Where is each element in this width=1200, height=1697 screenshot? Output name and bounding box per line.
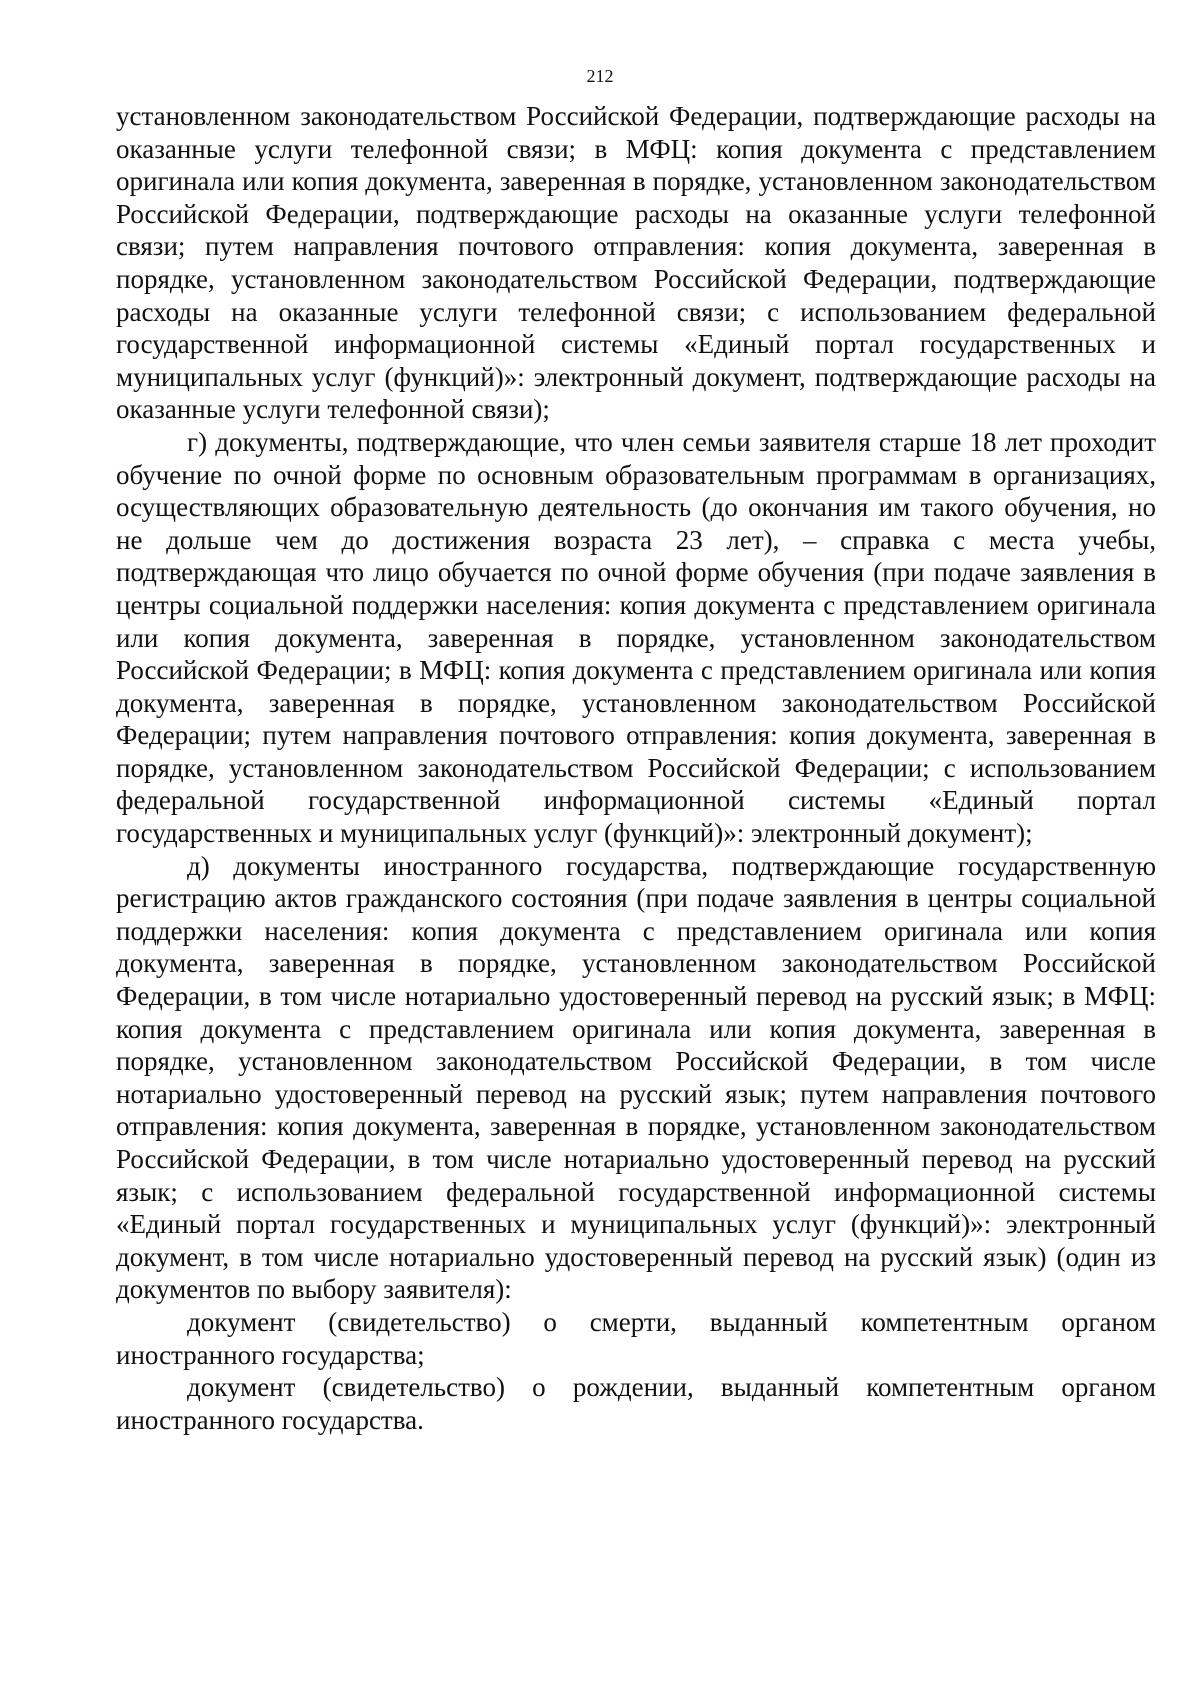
paragraph-item-g: г) документы, подтверждающие, что член семьи заявителя старше 18 лет проходит обучение по очной форме по основным образовательным программам в организациях, осуществляющих образовательную деятельность (до окончания им такого обучения, но не дольше чем до достижения возраста 23 лет), – справка с места учебы, подтверждающая что лицо обучается по очной форме обучения (при подаче заявления в центры социальной поддержки населения: копия документа с представлением оригинала или копия документа, заверенная в порядке, установленном законодательством Российской Федерации; в МФЦ: копия документа с представлением оригинала или копия документа, заверенная в порядке, установленном законодательством Российской Федерации; путем направления почтового отправления: копия документа, заверенная в порядке, установленном законодательством Российской Федерации; с использованием федеральной государственной информационной системы «Единый портал государственных и муниципальных услуг (функций)»: электронный документ);: [116, 426, 1156, 849]
paragraph-continuation: установленном законодательством Российской Федерации, подтверждающие расходы на оказанные услуги телефонной связи; в МФЦ: копия документа с представлением оригинала или копия документа, заверенная в порядке, установленном законодательством Российской Федерации, подтверждающие расходы на оказанные услуги телефонной связи; путем направления почтового отправления: копия документа, заверенная в порядке, установленном законодательством Российской Федерации, подтверждающие расходы на оказанные услуги телефонной связи; с использованием федеральной государственной информационной системы «Единый портал государственных и муниципальных услуг (функций)»: электронный документ, подтверждающие расходы на оказанные услуги телефонной связи);: [116, 101, 1156, 425]
paragraph-birth-certificate: документ (свидетельство) о рождении, выданный компетентным органом иностранного государства.: [116, 1372, 1156, 1435]
document-body: [116, 100, 1156, 1436]
paragraph-death-certificate: документ (свидетельство) о смерти, выданный компетентным органом иностранного государства;: [116, 1306, 1156, 1370]
page-number: 212: [586, 66, 614, 86]
paragraph-item-d: д) документы иностранного государства, подтверждающие государственную регистрацию актов гражданского состояния (при подаче заявления в центры социальной поддержки населения: копия документа с представлением оригинала или копия документа, заверенная в порядке, установленном законодательством Российской Федерации, в том числе нотариально удостоверенный перевод на русский язык; в МФЦ: копия документа с представлением оригинала или копия документа, заверенная в порядке, установленном законодательством Российской Федерации, в том числе нотариально удостоверенный перевод на русский язык; путем направления почтового отправления: копия документа, заверенная в порядке, установленном законодательством Российской Федерации, в том числе нотариально удостоверенный перевод на русский язык; с использованием федеральной государственной информационной системы «Единый портал государственных и муниципальных услуг (функций)»: электронный документ, в том числе нотариально удостоверенный перевод на русский язык) (один из документов по выбору заявителя):: [116, 850, 1156, 1305]
